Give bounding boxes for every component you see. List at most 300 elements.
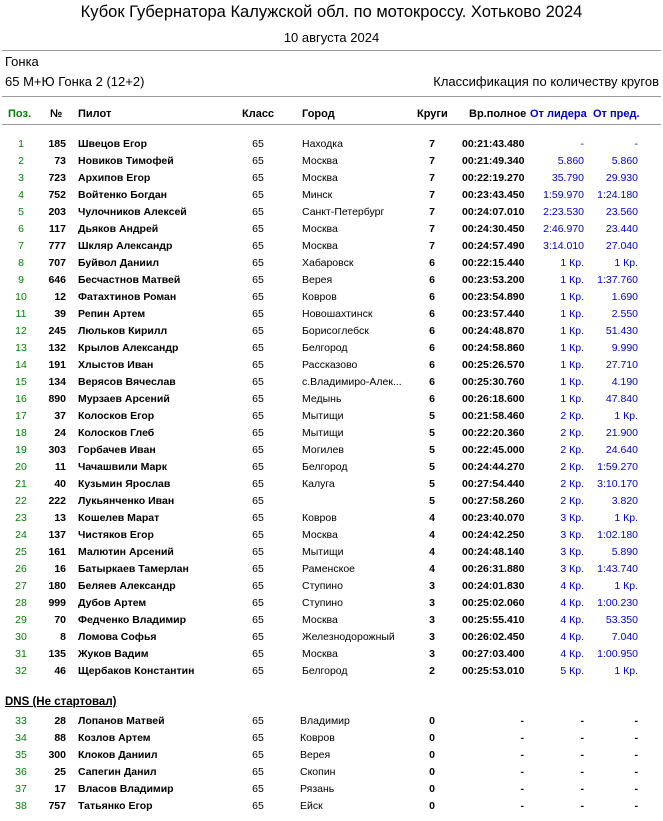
row-number: 132 — [48, 342, 66, 354]
row-position: 33 — [15, 715, 27, 727]
col-num: № — [50, 108, 63, 120]
row-gap-prev: 3.820 — [611, 495, 638, 507]
row-gap-leader: - — [580, 732, 584, 744]
row-class: 65 — [252, 529, 264, 541]
row-gap-prev: 1 Кр. — [614, 580, 638, 592]
row-position: 14 — [15, 359, 27, 371]
dns-row — [0, 731, 663, 748]
row-number: 999 — [48, 597, 66, 609]
row-number: 137 — [48, 529, 66, 541]
row-total-time: 00:24:01.830 — [462, 580, 525, 592]
row-position: 32 — [15, 665, 27, 677]
row-position: 9 — [18, 274, 24, 286]
row-pilot: Кузьмин Ярослав — [78, 478, 171, 490]
row-class: 65 — [252, 512, 264, 524]
row-laps: 0 — [429, 715, 435, 727]
row-laps: 5 — [429, 444, 435, 456]
row-pilot: Чулочников Алексей — [78, 206, 187, 218]
row-class: 65 — [252, 325, 264, 337]
row-gap-prev: 1 Кр. — [614, 410, 638, 422]
row-gap-leader: 4 Кр. — [560, 631, 584, 643]
dns-row — [0, 782, 663, 799]
row-gap-leader: 1:59.970 — [543, 189, 584, 201]
row-pilot: Беляев Александр — [78, 580, 176, 592]
row-city: Рассказово — [302, 359, 358, 371]
row-gap-leader: 3:14.010 — [543, 240, 584, 252]
row-total-time: 00:23:57.440 — [462, 308, 525, 320]
row-total-time: 00:24:58.860 — [462, 342, 525, 354]
row-class: 65 — [252, 749, 264, 761]
row-gap-leader: 3 Кр. — [560, 546, 584, 558]
row-city: Москва — [302, 648, 338, 660]
row-gap-leader: 1 Кр. — [560, 393, 584, 405]
row-pilot: Мурзаев Арсений — [78, 393, 170, 405]
row-laps: 5 — [429, 410, 435, 422]
row-total-time: - — [520, 732, 524, 744]
row-city: Москва — [302, 240, 338, 252]
row-gap-leader: 1 Кр. — [560, 325, 584, 337]
row-city: Белгород — [302, 665, 348, 677]
row-class: 65 — [252, 138, 264, 150]
row-total-time: 00:26:31.880 — [462, 563, 525, 575]
row-city: Раменское — [302, 563, 355, 575]
row-class: 65 — [252, 410, 264, 422]
row-laps: 7 — [429, 206, 435, 218]
row-gap-leader: - — [580, 138, 584, 150]
dns-row — [0, 748, 663, 765]
row-number: 203 — [48, 206, 66, 218]
row-total-time: 00:23:54.890 — [462, 291, 525, 303]
row-laps: 6 — [429, 325, 435, 337]
row-total-time: 00:23:40.070 — [462, 512, 525, 524]
table-row — [0, 579, 663, 596]
row-number: 28 — [54, 715, 66, 727]
row-total-time: 00:27:54.440 — [462, 478, 525, 490]
row-position: 27 — [15, 580, 27, 592]
row-laps: 0 — [429, 783, 435, 795]
col-gap-leader: От лидера — [530, 108, 587, 120]
row-city: Находка — [302, 138, 343, 150]
row-number: 180 — [48, 580, 66, 592]
row-pilot: Кошелев Марат — [78, 512, 160, 524]
row-position: 26 — [15, 563, 27, 575]
row-gap-prev: 5.890 — [611, 546, 638, 558]
row-city: Белгород — [302, 342, 348, 354]
row-gap-prev: 1 Кр. — [614, 512, 638, 524]
row-city: Скопин — [300, 766, 336, 778]
row-position: 18 — [15, 427, 27, 439]
row-position: 6 — [18, 223, 24, 235]
row-gap-prev: 27.040 — [605, 240, 638, 252]
row-gap-prev: 3:10.170 — [597, 478, 638, 490]
row-gap-leader: 4 Кр. — [560, 597, 584, 609]
row-city: Москва — [302, 614, 338, 626]
row-gap-leader: 4 Кр. — [560, 614, 584, 626]
row-number: 25 — [54, 766, 66, 778]
row-position: 17 — [15, 410, 27, 422]
table-row — [0, 358, 663, 375]
row-total-time: 00:26:02.450 — [462, 631, 525, 643]
row-total-time: 00:25:55.410 — [462, 614, 525, 626]
row-total-time: 00:22:45.000 — [462, 444, 525, 456]
row-class: 65 — [252, 359, 264, 371]
row-pilot: Люльков Кирилл — [78, 325, 168, 337]
table-row — [0, 664, 663, 681]
row-gap-prev: - — [634, 138, 638, 150]
row-class: 65 — [252, 291, 264, 303]
row-pilot: Малютин Арсений — [78, 546, 174, 558]
row-total-time: - — [520, 783, 524, 795]
table-row — [0, 273, 663, 290]
row-class: 65 — [252, 461, 264, 473]
row-total-time: - — [520, 800, 524, 812]
row-pilot: Жуков Вадим — [78, 648, 149, 660]
row-pilot: Батыркаев Тамерлан — [78, 563, 189, 575]
row-gap-prev: 5.860 — [611, 155, 638, 167]
row-gap-leader: 1 Кр. — [560, 291, 584, 303]
row-gap-prev: - — [634, 715, 638, 727]
row-pilot: Сапегин Данил — [78, 766, 157, 778]
row-position: 10 — [15, 291, 27, 303]
table-row — [0, 596, 663, 613]
row-total-time: 00:24:44.270 — [462, 461, 525, 473]
table-row — [0, 188, 663, 205]
row-class: 65 — [252, 614, 264, 626]
row-pilot: Шкляр Александр — [78, 240, 173, 252]
table-row — [0, 477, 663, 494]
row-laps: 7 — [429, 240, 435, 252]
row-gap-prev: 24.640 — [605, 444, 638, 456]
table-row — [0, 443, 663, 460]
row-pilot: Дубов Артем — [78, 597, 147, 609]
row-laps: 6 — [429, 274, 435, 286]
row-class: 65 — [252, 240, 264, 252]
row-number: 70 — [54, 614, 66, 626]
divider — [2, 50, 661, 51]
row-position: 15 — [15, 376, 27, 388]
row-city: Москва — [302, 172, 338, 184]
row-total-time: 00:22:20.360 — [462, 427, 525, 439]
row-class: 65 — [252, 783, 264, 795]
row-city: Могилев — [302, 444, 344, 456]
row-position: 22 — [15, 495, 27, 507]
row-position: 29 — [15, 614, 27, 626]
row-laps: 5 — [429, 478, 435, 490]
row-class: 65 — [252, 800, 264, 812]
row-laps: 7 — [429, 138, 435, 150]
table-row — [0, 528, 663, 545]
row-total-time: 00:24:57.490 — [462, 240, 525, 252]
row-laps: 4 — [429, 546, 435, 558]
row-class: 65 — [252, 308, 264, 320]
row-total-time: 00:25:02.060 — [462, 597, 525, 609]
page-title: Кубок Губернатора Калужской обл. по мотокроссу. Хотьково 2024 — [80, 3, 583, 21]
row-gap-leader: 4 Кр. — [560, 648, 584, 660]
row-laps: 4 — [429, 563, 435, 575]
row-number: 8 — [60, 631, 66, 643]
table-row — [0, 613, 663, 630]
table-row — [0, 239, 663, 256]
row-number: 134 — [48, 376, 66, 388]
row-laps: 6 — [429, 359, 435, 371]
row-laps: 0 — [429, 800, 435, 812]
row-pilot: Бесчастнов Матвей — [78, 274, 181, 286]
row-laps: 0 — [429, 749, 435, 761]
row-class: 65 — [252, 376, 264, 388]
table-row — [0, 647, 663, 664]
row-laps: 3 — [429, 648, 435, 660]
row-number: 88 — [54, 732, 66, 744]
row-pilot: Татьянко Егор — [78, 800, 153, 812]
dns-section-title: DNS (Не стартовал) — [5, 696, 117, 708]
row-number: 39 — [54, 308, 66, 320]
row-number: 185 — [48, 138, 66, 150]
table-row — [0, 222, 663, 239]
row-pilot: Крылов Александр — [78, 342, 179, 354]
col-city: Город — [302, 108, 335, 120]
row-class: 65 — [252, 766, 264, 778]
row-pilot: Новиков Тимофей — [78, 155, 174, 167]
row-pilot: Войтенко Богдан — [78, 189, 168, 201]
row-gap-leader: 3 Кр. — [560, 512, 584, 524]
row-gap-prev: 21.900 — [605, 427, 638, 439]
row-laps: 4 — [429, 529, 435, 541]
row-city: Ковров — [302, 512, 337, 524]
row-city: Ковров — [300, 732, 335, 744]
row-total-time: 00:27:03.400 — [462, 648, 525, 660]
row-class: 65 — [252, 597, 264, 609]
row-position: 34 — [15, 732, 27, 744]
row-total-time: 00:25:53.010 — [462, 665, 525, 677]
row-total-time: 00:27:58.260 — [462, 495, 525, 507]
row-class: 65 — [252, 206, 264, 218]
dns-row — [0, 714, 663, 731]
row-laps: 0 — [429, 766, 435, 778]
row-laps: 6 — [429, 257, 435, 269]
row-gap-prev: 53.350 — [605, 614, 638, 626]
row-gap-leader: 5.860 — [557, 155, 584, 167]
table-row — [0, 630, 663, 647]
row-laps: 4 — [429, 512, 435, 524]
row-gap-leader: - — [580, 749, 584, 761]
row-pilot: Чачашвили Марк — [78, 461, 167, 473]
row-class: 65 — [252, 427, 264, 439]
row-city: Рязань — [300, 783, 335, 795]
row-gap-leader: 35.790 — [551, 172, 584, 184]
row-number: 16 — [54, 563, 66, 575]
divider — [2, 124, 661, 125]
row-position: 1 — [18, 138, 24, 150]
row-gap-prev: 9.990 — [611, 342, 638, 354]
row-gap-leader: 3 Кр. — [560, 529, 584, 541]
table-row — [0, 409, 663, 426]
row-gap-leader: 2 Кр. — [560, 495, 584, 507]
row-gap-prev: 1 Кр. — [614, 257, 638, 269]
row-gap-leader: 1 Кр. — [560, 342, 584, 354]
row-gap-prev: 23.560 — [605, 206, 638, 218]
row-class: 65 — [252, 495, 264, 507]
row-total-time: 00:22:15.440 — [462, 257, 525, 269]
row-number: 646 — [48, 274, 66, 286]
row-laps: 7 — [429, 155, 435, 167]
row-number: 161 — [48, 546, 66, 558]
row-gap-prev: - — [634, 749, 638, 761]
row-gap-leader: 1 Кр. — [560, 274, 584, 286]
table-row — [0, 545, 663, 562]
row-laps: 5 — [429, 461, 435, 473]
row-pilot: Власов Владимир — [78, 783, 174, 795]
row-total-time: 00:24:42.250 — [462, 529, 525, 541]
row-total-time: 00:21:49.340 — [462, 155, 525, 167]
row-pilot: Колосков Глеб — [78, 427, 155, 439]
row-city: Мытищи — [302, 427, 344, 439]
row-city: Москва — [302, 155, 338, 167]
row-city: Верея — [302, 274, 333, 286]
row-laps: 3 — [429, 631, 435, 643]
row-gap-leader: 2 Кр. — [560, 427, 584, 439]
row-gap-leader: - — [580, 766, 584, 778]
row-gap-leader: 2 Кр. — [560, 444, 584, 456]
row-city: Верея — [300, 749, 331, 761]
row-position: 7 — [18, 240, 24, 252]
row-number: 117 — [49, 223, 66, 235]
row-number: 752 — [48, 189, 66, 201]
row-laps: 3 — [429, 580, 435, 592]
divider — [2, 96, 661, 97]
row-number: 245 — [48, 325, 66, 337]
row-gap-prev: - — [634, 732, 638, 744]
table-row — [0, 375, 663, 392]
row-class: 65 — [252, 648, 264, 660]
row-city: Владимир — [300, 715, 350, 727]
row-pilot: Ломова Софья — [78, 631, 157, 643]
row-position: 21 — [15, 478, 27, 490]
col-total: Вр.полное — [469, 108, 527, 120]
row-pilot: Горбачев Иван — [78, 444, 156, 456]
row-position: 38 — [15, 800, 27, 812]
table-row — [0, 426, 663, 443]
row-total-time: 00:23:53.200 — [462, 274, 525, 286]
row-laps: 7 — [429, 223, 435, 235]
row-number: 757 — [48, 800, 66, 812]
row-gap-prev: 1:37.760 — [597, 274, 638, 286]
row-gap-prev: - — [634, 800, 638, 812]
row-position: 25 — [15, 546, 27, 558]
row-gap-leader: 2 Кр. — [560, 461, 584, 473]
table-row — [0, 137, 663, 154]
row-gap-prev: 1:02.180 — [597, 529, 638, 541]
row-position: 20 — [15, 461, 27, 473]
row-total-time: 00:21:43.480 — [462, 138, 525, 150]
row-number: 40 — [54, 478, 66, 490]
row-number: 723 — [48, 172, 66, 184]
row-class: 65 — [252, 631, 264, 643]
row-gap-prev: 1.690 — [611, 291, 638, 303]
row-pilot: Хлыстов Иван — [78, 359, 154, 371]
row-city: Мытищи — [302, 410, 344, 422]
row-gap-prev: 29.930 — [605, 172, 638, 184]
row-position: 23 — [15, 512, 27, 524]
row-position: 28 — [15, 597, 27, 609]
row-gap-prev: - — [634, 783, 638, 795]
row-city: Белгород — [302, 461, 348, 473]
row-city: Медынь — [302, 393, 342, 405]
row-gap-leader: 2 Кр. — [560, 478, 584, 490]
col-class: Класс — [242, 108, 275, 120]
row-gap-leader: - — [580, 715, 584, 727]
row-total-time: 00:21:58.460 — [462, 410, 525, 422]
race-name: 65 М+Ю Гонка 2 (12+2) — [5, 74, 145, 89]
row-city: Борисоглебск — [302, 325, 369, 337]
dns-row — [0, 799, 663, 816]
row-class: 65 — [252, 715, 264, 727]
row-total-time: - — [520, 749, 524, 761]
row-total-time: 00:24:07.010 — [462, 206, 525, 218]
table-row — [0, 324, 663, 341]
row-total-time: 00:24:30.450 — [462, 223, 525, 235]
row-number: 46 — [54, 665, 66, 677]
row-city: Калуга — [302, 478, 335, 490]
row-class: 65 — [252, 478, 264, 490]
row-pilot: Репин Артем — [78, 308, 146, 320]
row-pilot: Федченко Владимир — [78, 614, 187, 626]
row-class: 65 — [252, 444, 264, 456]
row-number: 890 — [48, 393, 66, 405]
row-class: 65 — [252, 223, 264, 235]
row-position: 3 — [18, 172, 24, 184]
row-total-time: 00:23:43.450 — [462, 189, 525, 201]
row-laps: 2 — [429, 665, 435, 677]
row-pilot: Лукьянченко Иван — [78, 495, 175, 507]
row-class: 65 — [252, 393, 264, 405]
row-number: 11 — [54, 461, 66, 473]
row-total-time: - — [520, 766, 524, 778]
row-gap-prev: 1:00.230 — [597, 597, 638, 609]
col-gap-prev: От пред. — [593, 108, 640, 120]
row-city: Хабаровск — [302, 257, 354, 269]
row-laps: 6 — [429, 291, 435, 303]
row-class: 65 — [252, 665, 264, 677]
row-position: 12 — [15, 325, 27, 337]
row-position: 13 — [15, 342, 27, 354]
table-row — [0, 205, 663, 222]
row-position: 2 — [18, 155, 24, 167]
row-gap-leader: 2 Кр. — [560, 410, 584, 422]
row-gap-prev: 2.550 — [611, 308, 638, 320]
row-gap-leader: 2:23.530 — [543, 206, 584, 218]
row-position: 30 — [15, 631, 27, 643]
row-class: 65 — [252, 546, 264, 558]
row-gap-prev: - — [634, 766, 638, 778]
row-position: 31 — [15, 648, 27, 660]
row-city: Ступино — [302, 580, 343, 592]
row-number: 707 — [48, 257, 66, 269]
row-position: 24 — [15, 529, 27, 541]
event-date: 10 августа 2024 — [283, 30, 380, 45]
row-total-time: 00:24:48.140 — [462, 546, 525, 558]
row-gap-prev: 1:24.180 — [597, 189, 638, 201]
dns-row — [0, 765, 663, 782]
row-gap-prev: 7.040 — [611, 631, 638, 643]
table-row — [0, 392, 663, 409]
row-laps: 6 — [429, 376, 435, 388]
table-row — [0, 154, 663, 171]
row-gap-prev: 47.840 — [605, 393, 638, 405]
table-row — [0, 511, 663, 528]
row-gap-prev: 1:00.950 — [597, 648, 638, 660]
row-position: 37 — [15, 783, 27, 795]
row-laps: 6 — [429, 308, 435, 320]
